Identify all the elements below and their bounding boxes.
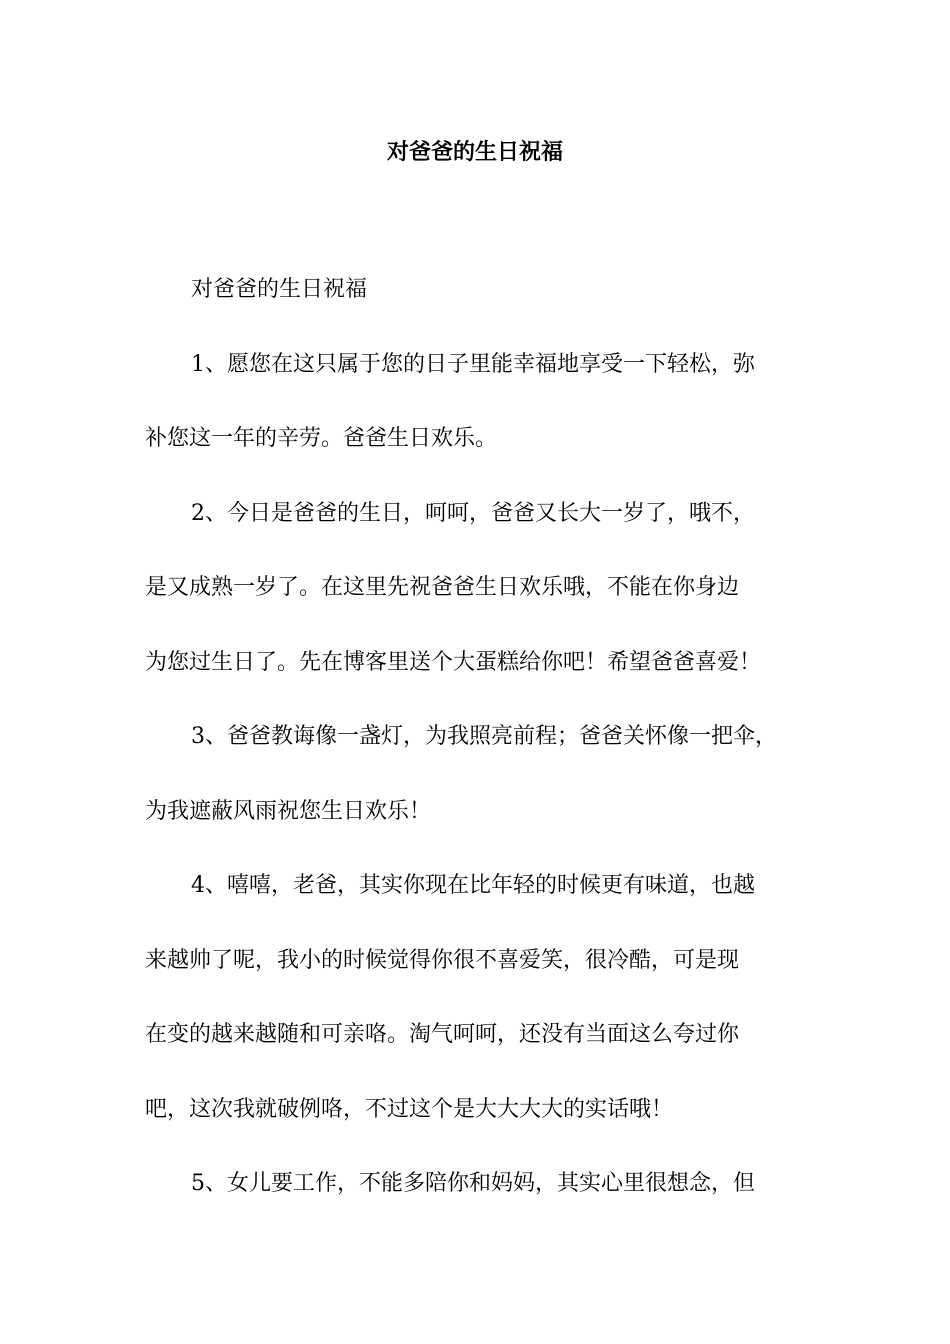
body-line-item-4-d: 吧，这次我就破例咯，不过这个是大大大大的实话哦！: [145, 1096, 674, 1122]
document-body: [145, 253, 810, 1222]
body-line-subtitle: 对爸爸的生日祝福: [191, 277, 368, 302]
body-lines: [145, 253, 810, 1222]
body-line-item-3-a: 3、爸爸教诲像一盏灯，为我照亮前程；爸爸关怀像一把伞，: [191, 724, 777, 749]
body-line-item-4-a: 4、嘻嘻，老爸，其实你现在比年轻的时候更有味道，也越: [191, 873, 755, 898]
body-line-item-3-b: 为我遮蔽风雨祝您生日欢乐！: [145, 798, 432, 824]
body-line-item-2-b: 是又成熟一岁了。在这里先祝爸爸生日欢乐哦，不能在你身边: [145, 575, 740, 600]
body-line-item-2-a: 2、今日是爸爸的生日，呵呵，爸爸又长大一岁了，哦不，: [191, 500, 755, 526]
body-line-item-1-b: 补您这一年的辛劳。爸爸生日欢乐。: [145, 426, 498, 451]
document-title: 对爸爸的生日祝福: [386, 140, 563, 165]
body-line-item-1-a: 1、愿您在这只属于您的日子里能幸福地享受一下轻松，弥: [191, 351, 755, 377]
body-line-item-4-c: 在变的越来越随和可亲咯。淘气呵呵，还没有当面这么夸过你: [145, 1022, 740, 1047]
body-line-item-2-c: 为您过生日了。先在博客里送个大蛋糕给你吧！希望爸爸喜爱！: [145, 649, 762, 675]
body-line-item-5-a: 5、女儿要工作，不能多陪你和妈妈，其实心里很想念，但: [191, 1171, 755, 1196]
body-line-item-4-b: 来越帅了呢，我小的时候觉得你很不喜爱笑，很冷酷，可是现: [145, 947, 740, 973]
